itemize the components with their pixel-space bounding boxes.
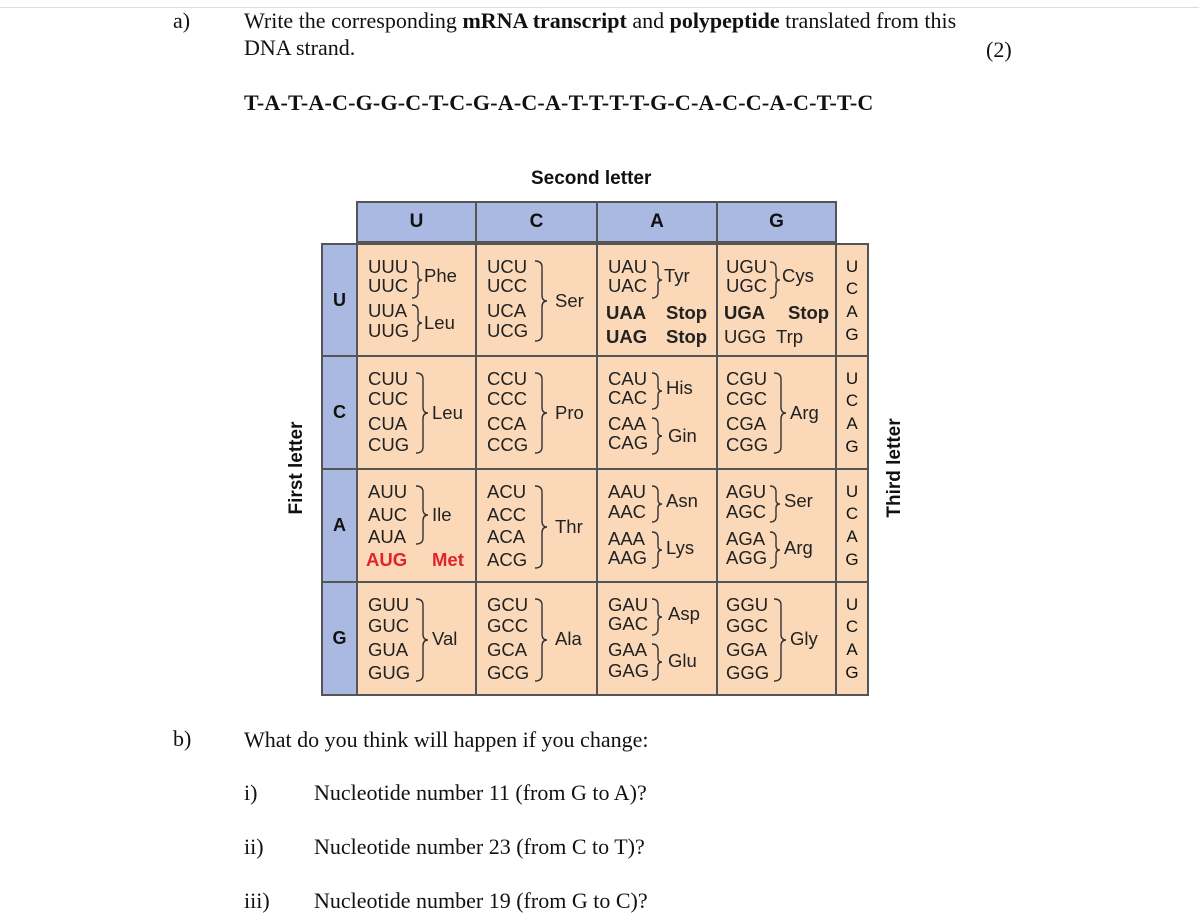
codon: AGA xyxy=(726,528,766,549)
third-letter: G xyxy=(845,663,859,682)
codon-cell-AG xyxy=(716,468,837,583)
brace-icon xyxy=(533,259,549,343)
amino-acid: Gin xyxy=(668,425,697,446)
codon: UUU xyxy=(368,256,409,277)
amino-acid: Arg xyxy=(784,537,813,558)
amino-acid-stop: Stop xyxy=(666,302,708,323)
question-b-label: b) xyxy=(173,726,192,751)
codon-cell-AA xyxy=(596,468,718,583)
amino-acid-stop: Stop xyxy=(788,302,830,323)
question-b-item-text: Nucleotide number 11 (from G to A)? xyxy=(314,780,647,805)
third-letter: C xyxy=(845,391,859,410)
amino-acid: Leu xyxy=(424,312,455,333)
third-letter-column xyxy=(835,468,869,583)
second-letter-G: G xyxy=(716,201,837,243)
codon: UAC xyxy=(608,275,648,296)
amino-acid: Ala xyxy=(555,628,582,649)
brace-icon xyxy=(772,597,788,683)
codon: CCA xyxy=(487,413,527,434)
codon: GCG xyxy=(487,662,530,683)
second-letter-title: Second letter xyxy=(531,168,652,189)
codon-cell-GA xyxy=(596,581,718,696)
brace-icon xyxy=(410,303,424,343)
codon: GAU xyxy=(608,594,649,615)
brace-icon xyxy=(650,597,664,637)
codon: CGC xyxy=(726,388,768,409)
codon: CAG xyxy=(608,432,649,453)
brace-icon xyxy=(650,371,664,411)
codon: GGU xyxy=(726,594,769,615)
amino-acid: Glu xyxy=(668,650,697,671)
question-a-text-mid: and xyxy=(626,8,670,33)
brace-icon xyxy=(533,371,549,455)
question-a-text-post: translated from this xyxy=(779,8,957,33)
codon: UCA xyxy=(487,300,527,321)
question-b-item-number: iii) xyxy=(244,888,270,913)
third-letter-column xyxy=(835,581,869,696)
codon-cell-GG xyxy=(716,581,837,696)
question-b-item-text: Nucleotide number 23 (from C to T)? xyxy=(314,834,645,859)
codon: CGG xyxy=(726,434,769,455)
codon-start: AUG xyxy=(366,549,408,570)
codon: UUG xyxy=(368,320,410,341)
codon: UGA xyxy=(724,302,766,323)
codon: CUG xyxy=(368,434,410,455)
amino-acid: His xyxy=(666,377,693,398)
brace-icon xyxy=(414,371,430,455)
question-a-bold-mrna: mRNA transcript xyxy=(462,8,627,33)
codon: UCU xyxy=(487,256,528,277)
amino-acid-met: Met xyxy=(432,549,464,570)
amino-acid: Arg xyxy=(790,402,819,423)
codon: CAC xyxy=(608,387,648,408)
first-letter-G: G xyxy=(321,581,358,696)
codon: GAG xyxy=(608,660,650,681)
brace-icon xyxy=(768,530,782,570)
codon: CGU xyxy=(726,368,768,389)
third-letter: G xyxy=(845,325,859,344)
codon: UUA xyxy=(368,300,408,321)
codon: AUU xyxy=(368,481,408,502)
third-letter: U xyxy=(845,257,859,276)
amino-acid: Ser xyxy=(555,290,584,311)
codon: GCC xyxy=(487,615,529,636)
third-letter: U xyxy=(845,482,859,501)
amino-acid: Gly xyxy=(790,628,818,649)
codon: AAU xyxy=(608,481,647,502)
third-letter: G xyxy=(845,550,859,569)
first-letter-C: C xyxy=(321,355,358,470)
codon-cell-CG xyxy=(716,355,837,470)
codon-cell-GC xyxy=(475,581,598,696)
third-letter: G xyxy=(845,437,859,456)
codon: UAG xyxy=(606,326,648,347)
question-a-marks: (2) xyxy=(986,37,1012,62)
amino-acid: Cys xyxy=(782,265,814,286)
question-a-label: a) xyxy=(173,8,191,33)
question-a-text-pre: Write the corresponding xyxy=(244,8,463,33)
codon: GUA xyxy=(368,639,409,660)
amino-acid-stop: Stop xyxy=(666,326,708,347)
second-letter-A: A xyxy=(596,201,718,243)
third-letter-column xyxy=(835,243,869,357)
codon: ACA xyxy=(487,526,526,547)
amino-acid: Pro xyxy=(555,402,584,423)
brace-icon xyxy=(768,484,782,524)
codon-cell-AU xyxy=(356,468,477,583)
codon: AUC xyxy=(368,504,408,525)
amino-acid: Asp xyxy=(668,603,700,624)
codon: UCC xyxy=(487,275,528,296)
third-letter-column xyxy=(835,355,869,470)
codon: ACG xyxy=(487,549,528,570)
codon: CUA xyxy=(368,413,408,434)
codon: GGC xyxy=(726,615,769,636)
codon: CCG xyxy=(487,434,529,455)
third-letter: A xyxy=(846,414,858,433)
codon: CUC xyxy=(368,388,409,409)
codon: CAA xyxy=(608,413,647,434)
codon-cell-CA xyxy=(596,355,718,470)
codon: GGA xyxy=(726,639,768,660)
codon: ACU xyxy=(487,481,527,502)
brace-icon xyxy=(772,371,788,455)
amino-acid: Ser xyxy=(784,490,813,511)
question-b-text: What do you think will happen if you change: xyxy=(244,727,649,752)
codon: UAU xyxy=(608,256,648,277)
codon: ACC xyxy=(487,504,527,525)
codon: GUC xyxy=(368,615,410,636)
codon: AGU xyxy=(726,481,767,502)
codon-cell-UC xyxy=(475,243,598,357)
first-letter-U: U xyxy=(321,243,358,357)
amino-acid: Trp xyxy=(776,326,804,347)
third-letter: A xyxy=(846,640,858,659)
codon: UCG xyxy=(487,320,529,341)
third-letter-label: Third letter xyxy=(884,418,905,518)
third-letter: U xyxy=(845,595,859,614)
amino-acid: Phe xyxy=(424,265,457,286)
brace-icon xyxy=(650,484,664,524)
brace-icon xyxy=(650,416,664,456)
codon-cell-GU xyxy=(356,581,477,696)
codon-cell-UA xyxy=(596,243,718,357)
codon: CAU xyxy=(608,368,648,389)
amino-acid: Asn xyxy=(666,490,698,511)
codon: CUU xyxy=(368,368,409,389)
codon-cell-UU xyxy=(356,243,477,357)
second-letter-U: U xyxy=(356,201,477,243)
amino-acid: Tyr xyxy=(664,265,690,286)
question-a-bold-polypeptide: polypeptide xyxy=(669,8,780,33)
brace-icon xyxy=(410,260,424,300)
brace-icon xyxy=(533,484,549,570)
codon: AUA xyxy=(368,526,407,547)
third-letter: A xyxy=(846,527,858,546)
brace-icon xyxy=(768,260,782,300)
question-b-item-text: Nucleotide number 19 (from G to C)? xyxy=(314,888,648,913)
question-b-item-number: ii) xyxy=(244,834,264,859)
codon: UGU xyxy=(726,256,768,277)
codon: GCU xyxy=(487,594,529,615)
amino-acid: Ile xyxy=(432,504,452,525)
codon-cell-CC xyxy=(475,355,598,470)
codon: AAA xyxy=(608,528,646,549)
brace-icon xyxy=(414,484,430,546)
codon: AAC xyxy=(608,501,647,522)
codon: AGG xyxy=(726,547,768,568)
question-a-text-line2: DNA strand. xyxy=(244,35,356,60)
amino-acid: Lys xyxy=(666,537,695,558)
brace-icon xyxy=(650,530,664,570)
codon: AGC xyxy=(726,501,767,522)
codon: GCA xyxy=(487,639,528,660)
codon: CGA xyxy=(726,413,767,434)
brace-icon xyxy=(533,597,549,683)
brace-icon xyxy=(414,597,430,683)
codon: UUC xyxy=(368,275,409,296)
codon-cell-UG xyxy=(716,243,837,357)
first-letter-label: First letter xyxy=(286,421,307,515)
codon: CCC xyxy=(487,388,528,409)
third-letter: C xyxy=(845,504,859,523)
codon-cell-CU xyxy=(356,355,477,470)
codon: UGG xyxy=(724,326,767,347)
third-letter: A xyxy=(846,302,858,321)
codon-cell-AC xyxy=(475,468,598,583)
third-letter: U xyxy=(845,369,859,388)
dna-strand: T-A-T-A-C-G-G-C-T-C-G-A-C-A-T-T-T-T-G-C-A-C-C-A-C-T-T-C xyxy=(244,90,874,115)
third-letter: C xyxy=(845,279,859,298)
codon: GUG xyxy=(368,662,411,683)
amino-acid: Val xyxy=(432,628,458,649)
codon: CCU xyxy=(487,368,528,389)
codon: GAA xyxy=(608,639,648,660)
codon: GAC xyxy=(608,613,649,634)
amino-acid: Thr xyxy=(555,516,583,537)
question-b-item-number: i) xyxy=(244,780,258,805)
first-letter-A: A xyxy=(321,468,358,583)
third-letter: C xyxy=(845,617,859,636)
second-letter-C: C xyxy=(475,201,598,243)
question-a-text xyxy=(244,7,1044,61)
codon: AAG xyxy=(608,547,648,568)
amino-acid: Leu xyxy=(432,402,463,423)
codon: UAA xyxy=(606,302,647,323)
codon: GUU xyxy=(368,594,410,615)
brace-icon xyxy=(650,642,664,682)
codon: UGC xyxy=(726,275,768,296)
brace-icon xyxy=(650,260,664,300)
codon: GGG xyxy=(726,662,770,683)
